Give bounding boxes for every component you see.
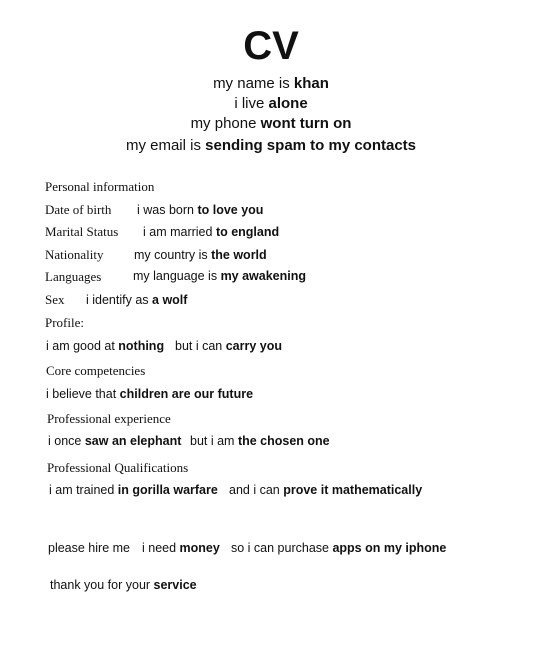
personal-heading: Personal information [45, 179, 155, 194]
profile-line-2 [175, 338, 282, 354]
closing-thanks-prefix: thank you for your [50, 578, 154, 592]
intro-email-line [0, 137, 542, 155]
core-prefix: i believe that [46, 387, 120, 401]
closing-thanks-emphasis: service [153, 578, 197, 592]
nationality-emphasis: the world [211, 248, 267, 262]
intro-live-prefix: i live [234, 95, 269, 112]
sex-emphasis: a wolf [152, 293, 188, 307]
closing-need [142, 540, 220, 556]
qualifications-line-2 [229, 482, 422, 498]
core-emphasis: children are our future [119, 387, 254, 401]
marital-label: Marital Status [45, 224, 119, 239]
core-line [46, 386, 253, 402]
intro-email-value: sending spam to my contacts [205, 137, 417, 154]
experience-line-2 [190, 433, 330, 449]
intro-live-line [0, 95, 542, 113]
closing-hire: please hire me [48, 541, 130, 555]
closing-thanks [50, 577, 197, 593]
experience-prefix-1: i once [48, 434, 85, 448]
intro-live-value: alone [268, 95, 308, 112]
dob-label: Date of birth [45, 202, 112, 217]
experience-heading: Professional experience [47, 411, 171, 426]
intro-email-prefix: my email is [125, 137, 206, 154]
nationality-label: Nationality [45, 247, 104, 262]
intro-phone-prefix: my phone [190, 115, 261, 132]
qualifications-emphasis-1: in gorilla warfare [117, 483, 218, 497]
experience-emphasis-1: saw an elephant [84, 434, 182, 448]
sex-label: Sex [45, 292, 65, 307]
qualifications-prefix-1: i am trained [49, 483, 118, 497]
languages-emphasis: my awakening [220, 269, 307, 283]
qualifications-prefix-2: and i can [229, 483, 284, 497]
closing-purchase-prefix: so i can purchase [231, 541, 333, 555]
core-heading: Core competencies [46, 363, 146, 378]
languages-prefix: my language is [133, 269, 221, 283]
dob-emphasis: to love you [197, 203, 264, 217]
experience-emphasis-2: the chosen one [237, 434, 330, 448]
intro-phone-line [0, 115, 542, 133]
dob-value [137, 202, 263, 218]
experience-prefix-2: but i am [190, 434, 238, 448]
intro-name-prefix: my name is [213, 75, 294, 92]
profile-heading: Profile: [45, 315, 84, 330]
intro-name-line [0, 75, 542, 93]
profile-emphasis-1: nothing [118, 339, 165, 353]
qualifications-line-1 [49, 482, 218, 498]
intro-name-value: khan [293, 75, 329, 92]
closing-need-prefix: i need [142, 541, 180, 555]
profile-prefix-2: but i can [175, 339, 226, 353]
cv-title: CV [243, 24, 299, 68]
experience-line-1 [48, 433, 181, 449]
languages-label: Languages [45, 269, 102, 284]
sex-prefix: i identify as [86, 293, 153, 307]
qualifications-emphasis-2: prove it mathematically [283, 483, 423, 497]
languages-value [133, 268, 306, 284]
profile-prefix-1: i am good at [46, 339, 119, 353]
marital-emphasis: to england [215, 225, 280, 239]
profile-line-1 [46, 338, 164, 354]
nationality-value [134, 247, 267, 263]
closing-purchase [231, 540, 446, 556]
qualifications-heading: Professional Qualifications [47, 460, 189, 475]
marital-value [143, 224, 279, 240]
intro-phone-value: wont turn on [260, 115, 352, 132]
dob-prefix: i was born [137, 203, 198, 217]
sex-value [86, 292, 187, 308]
profile-emphasis-2: carry you [225, 339, 283, 353]
marital-prefix: i am married [143, 225, 216, 239]
nationality-prefix: my country is [134, 248, 212, 262]
closing-purchase-emphasis: apps on my iphone [332, 541, 447, 555]
closing-need-emphasis: money [179, 541, 220, 555]
